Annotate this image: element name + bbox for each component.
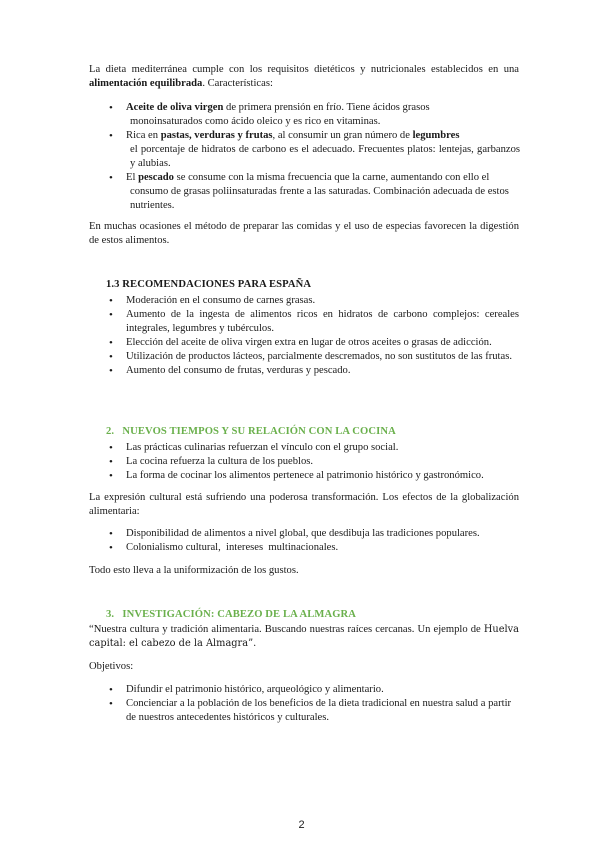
list-item <box>126 129 520 171</box>
closing-sentence: Todo esto lleva a la uniformización de los gustos. <box>89 565 299 576</box>
intro-tail: . Características: <box>202 78 273 89</box>
bullet-strong: pastas, verduras y frutas <box>160 130 273 141</box>
intro-paragraph <box>89 63 519 91</box>
objectives-label: Objetivos: <box>89 661 134 672</box>
list-item: • Aumento de la ingesta de alimentos ricos en hidratos de carbono complejos: cereales integrales, legumbres y tubérculos. <box>126 308 519 336</box>
spain-recommendations-list <box>126 294 519 378</box>
list-item <box>126 171 520 213</box>
bullet-strong: pescado <box>138 172 174 183</box>
list-item: • Moderación en el consumo de carnes grasas. <box>126 294 519 308</box>
bullet-mid: , al consumir un gran número de <box>272 130 413 141</box>
bullet-text: de primera prensión en frío. Tiene ácidos grasos <box>223 102 430 113</box>
bullet-text: se consume con la misma frecuencia que la carne, aumentando con ello el <box>173 172 490 183</box>
list-item: • La forma de cocinar los alimentos pertenece al patrimonio histórico y gastronómico. <box>126 469 519 483</box>
list-item: • Las prácticas culinarias refuerzan el vínculo con el grupo social. <box>126 441 519 455</box>
quote-line: “Nuestra cultura y tradición alimentaria. Buscando nuestras raíces cercanas. Un ejemplo de <box>89 624 481 635</box>
diet-bullets <box>126 101 520 213</box>
list-item: • La cocina refuerza la cultura de los pueblos. <box>126 455 519 469</box>
list-item: • Colonialismo cultural, intereses multinacionales. <box>126 541 519 555</box>
list-item: • Utilización de productos lácteos, parcialmente descremados, no son sustitutos de las frutas. <box>126 350 519 364</box>
list-item <box>126 101 520 129</box>
list-item: • Elección del aceite de oliva virgen extra en lugar de otros aceites o grasas de adicción. <box>126 336 519 350</box>
research-quote <box>89 623 519 651</box>
globalization-list <box>126 527 519 555</box>
bullet-cont: monoinsaturados como ácido oleico y es rico en vitaminas. <box>130 116 381 127</box>
list-item: • Aumento del consumo de frutas, verduras y pescado. <box>126 364 519 378</box>
intro-strong: alimentación equilibrada <box>89 78 203 89</box>
section-heading-2: 2. NUEVOS TIEMPOS Y SU RELACIÓN CON LA COCINA <box>106 426 396 437</box>
section-heading-3: 3. INVESTIGACIÓN: CABEZO DE LA ALMAGRA <box>106 609 357 620</box>
new-times-list <box>126 441 519 483</box>
section-heading-1-3: 1.3 RECOMENDACIONES PARA ESPAÑA <box>106 279 312 290</box>
bullet-pre: Rica en <box>126 130 161 141</box>
bullet-cont: consumo de grasas poliinsaturadas frente a las saturadas. Combinación adecuada de estos nutrientes. <box>130 186 509 211</box>
bullet-pre: El <box>126 172 139 183</box>
preparation-paragraph: En muchas ocasiones el método de preparar las comidas y el uso de especias favorecen la digestión de estos alimentos. <box>89 221 519 246</box>
bullet-strong-2: legumbres <box>412 130 460 141</box>
bullet-strong: Aceite de oliva virgen <box>126 102 224 113</box>
bullet-cont: el porcentaje de hidratos de carbono es el adecuado. Frecuentes platos: lentejas, garbanzos y alubias. <box>130 144 520 169</box>
list-item: • Concienciar a la población de los beneficios de la dieta tradicional en nuestra salud a partir de nuestros antecedentes históricos y culturales. <box>126 697 519 725</box>
cultural-expression-paragraph: La expresión cultural está sufriendo una poderosa transformación. Los efectos de la globalización alimentaria: <box>89 492 519 517</box>
quote-line-handwritten: Huelva capital: el cabezo de la Almagra”. <box>89 624 520 649</box>
page-number: 2 <box>298 819 305 831</box>
list-item: • Disponibilidad de alimentos a nivel global, que desdibuja las tradiciones populares. <box>126 527 519 541</box>
intro-line: La dieta mediterránea cumple con los requisitos dietéticos y nutricionales establecidos en una <box>89 64 519 75</box>
objectives-list <box>126 683 519 725</box>
list-item: • Difundir el patrimonio histórico, arqueológico y alimentario. <box>126 683 519 697</box>
